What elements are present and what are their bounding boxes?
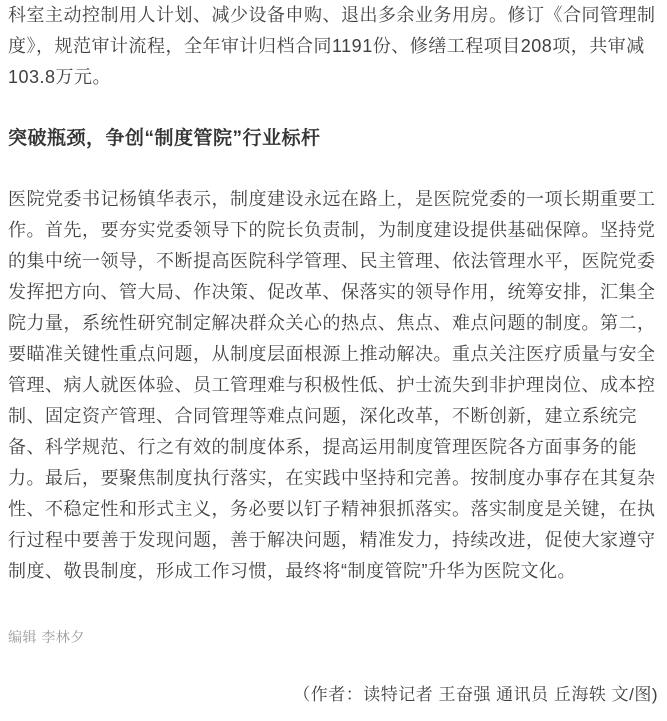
- editor-credit: 编辑 李林夕: [8, 629, 85, 645]
- article-paragraph-1: 科室主动控制用人计划、减少设备申购、退出多余业务用房。修订《合同管理制度》，规范审计流程，全年审计归档合同1191份、修缮工程项目208项，共审减103.8万元。: [8, 5, 656, 87]
- section-heading: 突破瓶颈，争创“制度管院”行业标杆: [8, 128, 321, 149]
- article-paragraph-2: 医院党委书记杨镇华表示，制度建设永远在路上，是医院党委的一项长期重要工作。首先，要夯实党委领导下的院长负责制，为制度建设提供基础保障。坚持党的集中统一领导，不断提高医院科学管理、民主管理、依法管理水平，医院党委发挥把方向、管大局、作决策、促改革、保落实的领导作用，统筹安排，汇集全院力量，系统性研究制定解决群众关心的热点、焦点、难点问题的制度。第二，要瞄准关键性重点问题，从制度层面根源上推动解决。重点关注医疗质量与安全管理、病人就医体验、员工管理难与积极性低、护士流失到非护理岗位、成本控制、固定资产管理、合同管理等难点问题，深化改革，不断创新，建立系统完备、科学规范、行之有效的制度体系，提高运用制度管理医院各方面事务的能力。最后，要聚焦制度执行落实，在实践中坚持和完善。按制度办事存在其复杂性、不稳定性和形式主义，务必要以钉子精神狠抓落实。落实制度是关键，在执行过程中要善于发现问题，善于解决问题，精准发力，持续改进，促使大家遵守制度、敬畏制度，形成工作习惯，最终将“制度管院”升华为医院文化。: [8, 189, 656, 581]
- author-credit: （作者：读特记者 王奋强 通讯员 丘海轶 文/图): [293, 685, 658, 704]
